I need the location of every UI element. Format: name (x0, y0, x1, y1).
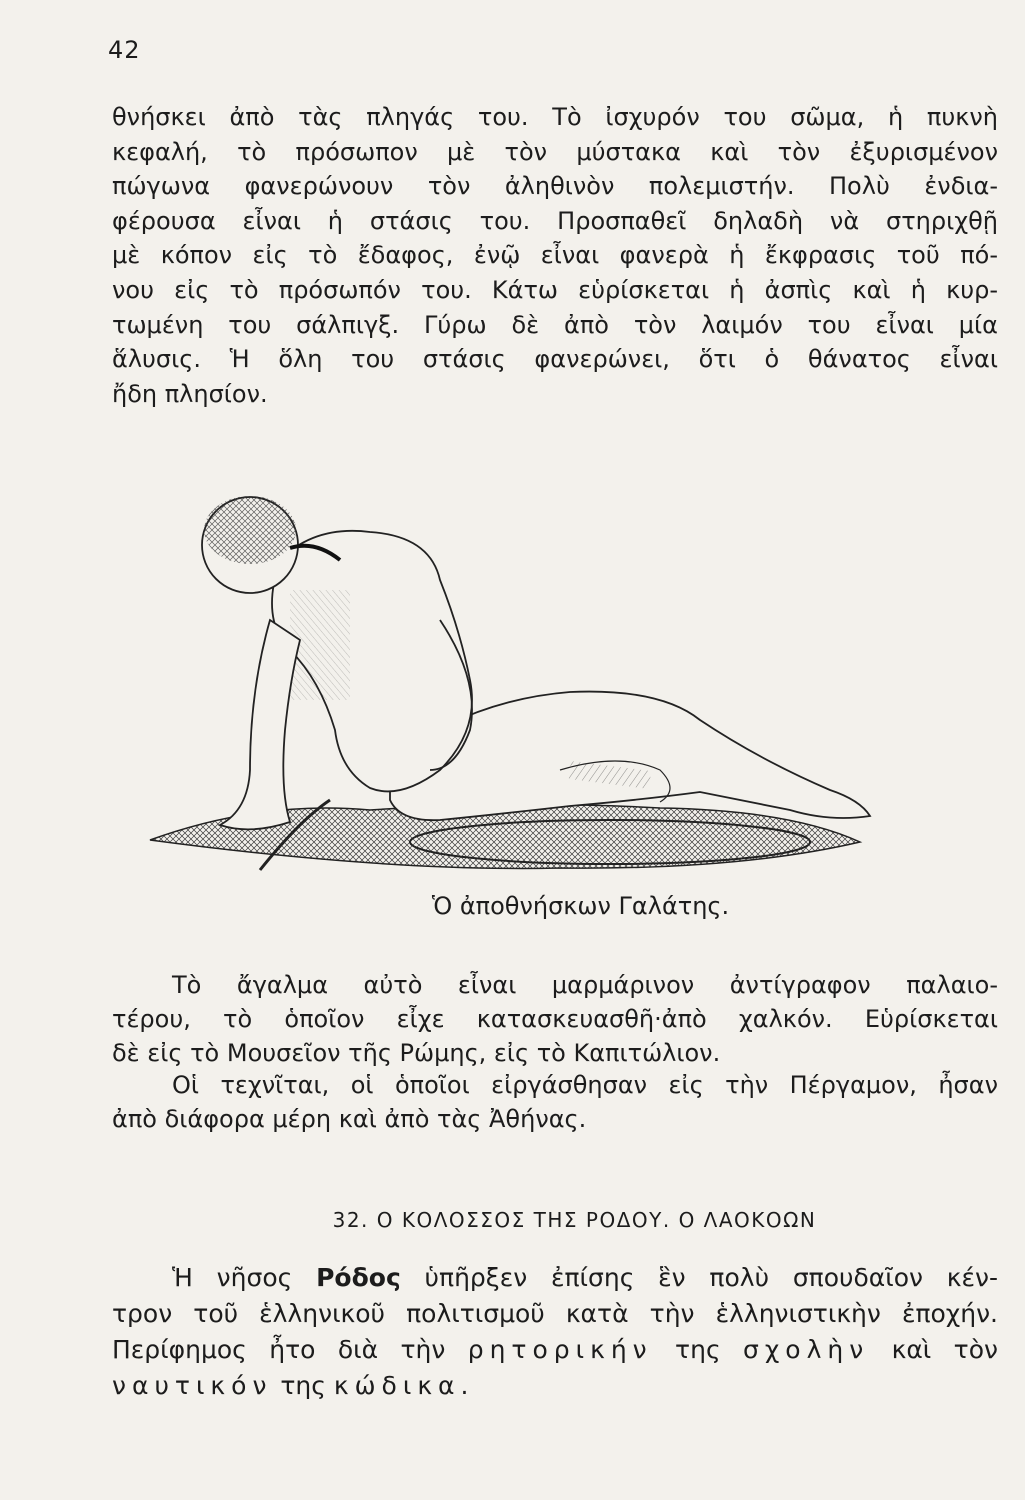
text-line: ἤδη πλησίον. (112, 379, 268, 408)
page-number: 42 (108, 36, 141, 64)
text-fragment: καὶ τὸν (869, 1335, 998, 1364)
text-fragment: Ἡ νῆσος (172, 1263, 317, 1292)
text-line: Τὸ ἄγαλμα αὐτὸ εἶναι μαρμάρινον ἀντίγραφον παλαιο- (172, 971, 998, 999)
text-line: ἀπὸ διάφορα μέρη καὶ ἀπὸ τὰς Ἀθήνας. (112, 1105, 587, 1133)
dying-gaul-illustration (140, 470, 920, 890)
text-line: Οἱ τεχνῖται, οἱ ὁποῖοι εἰργάσθησαν εἰς τὴν Πέργαμον, ἦσαν (172, 1071, 998, 1099)
spaced-term: σχολὴν (743, 1335, 870, 1364)
text-fragment: ὑπῆρξεν ἐπίσης ἓν πολὺ σπουδαῖον κέν- (400, 1263, 999, 1292)
text-line: φέρουσα εἶναι ἡ στάσις του. Προσπαθεῖ δηλαδὴ νὰ στηριχθῇ (112, 206, 998, 235)
text-line: θνήσκει ἀπὸ τὰς πληγάς του. Τὸ ἰσχυρόν του σῶμα, ἡ πυκνὴ (112, 103, 998, 131)
spaced-term: κώδικα (333, 1371, 461, 1400)
figure-caption: Ὁ ἀποθνήσκων Γαλάτης. (431, 892, 730, 920)
text-fragment: της (272, 1371, 334, 1400)
statue-arm (220, 620, 300, 829)
text-line: νου εἰς τὸ πρόσωπόν του. Κάτω εὑρίσκεται ἡ ἀσπὶς καὶ ἡ κυρ- (112, 275, 998, 304)
text-line (112, 1332, 998, 1368)
text-line: πώγωνα φανερώνουν τὸν ἀληθινὸν πολεμιστήν. Πολὺ ἐνδια- (112, 172, 998, 201)
paragraph-rhodes (112, 1260, 998, 1404)
text-line: τέρου, τὸ ὁποῖον εἶχε κατασκευασθῆ·ἀπὸ χαλκόν. Εὑρίσκεται (112, 1005, 998, 1033)
text-line: δὲ εἰς τὸ Μουσεῖον τῆς Ρώμης, εἰς τὸ Καπιτώλιον. (112, 1039, 721, 1067)
text-line (112, 1260, 998, 1296)
section-heading: 32. Ο ΚΟΛΟΣΣΟΣ ΤΗΣ ΡΟΔΟΥ. Ο ΛΑΟΚΟΩΝ (332, 1208, 817, 1232)
bold-term-rhodes: Ρόδος (316, 1263, 401, 1292)
text-line: τωμένη του σάλπιγξ. Γύρω δὲ ἀπὸ τὸν λαιμόν του εἶναι μία (112, 310, 998, 339)
text-fragment: Περίφημος ἦτο διὰ τὴν (112, 1335, 468, 1364)
text-line: μὲ κόπον εἰς τὸ ἔδαφος, ἐνῷ εἶναι φανερὰ ἡ ἔκφρασις τοῦ πό- (112, 241, 998, 270)
text-line: κεφαλή, τὸ πρόσωπον μὲ τὸν μύστακα καὶ τὸν ἐξυρισμένον (112, 137, 998, 166)
text-line (112, 1368, 998, 1404)
text-fragment: . (460, 1371, 469, 1400)
text-line: ἅλυσις. Ἡ ὅλη του στάσις φανερώνει, ὅτι ὁ θάνατος εἶναι (112, 345, 998, 374)
text-fragment: της (652, 1335, 744, 1364)
paragraph-statue-copy (112, 968, 998, 1070)
spaced-term: ρητορικήν (467, 1335, 653, 1364)
spaced-term: ναυτικόν (112, 1371, 273, 1400)
paragraph-dying-gaul-description (112, 100, 998, 411)
paragraph-artists (112, 1068, 998, 1136)
text-line: τρον τοῦ ἑλληνικοῦ πολιτισμοῦ κατὰ τὴν ἑλληνιστικὴν ἐποχήν. (112, 1299, 998, 1328)
